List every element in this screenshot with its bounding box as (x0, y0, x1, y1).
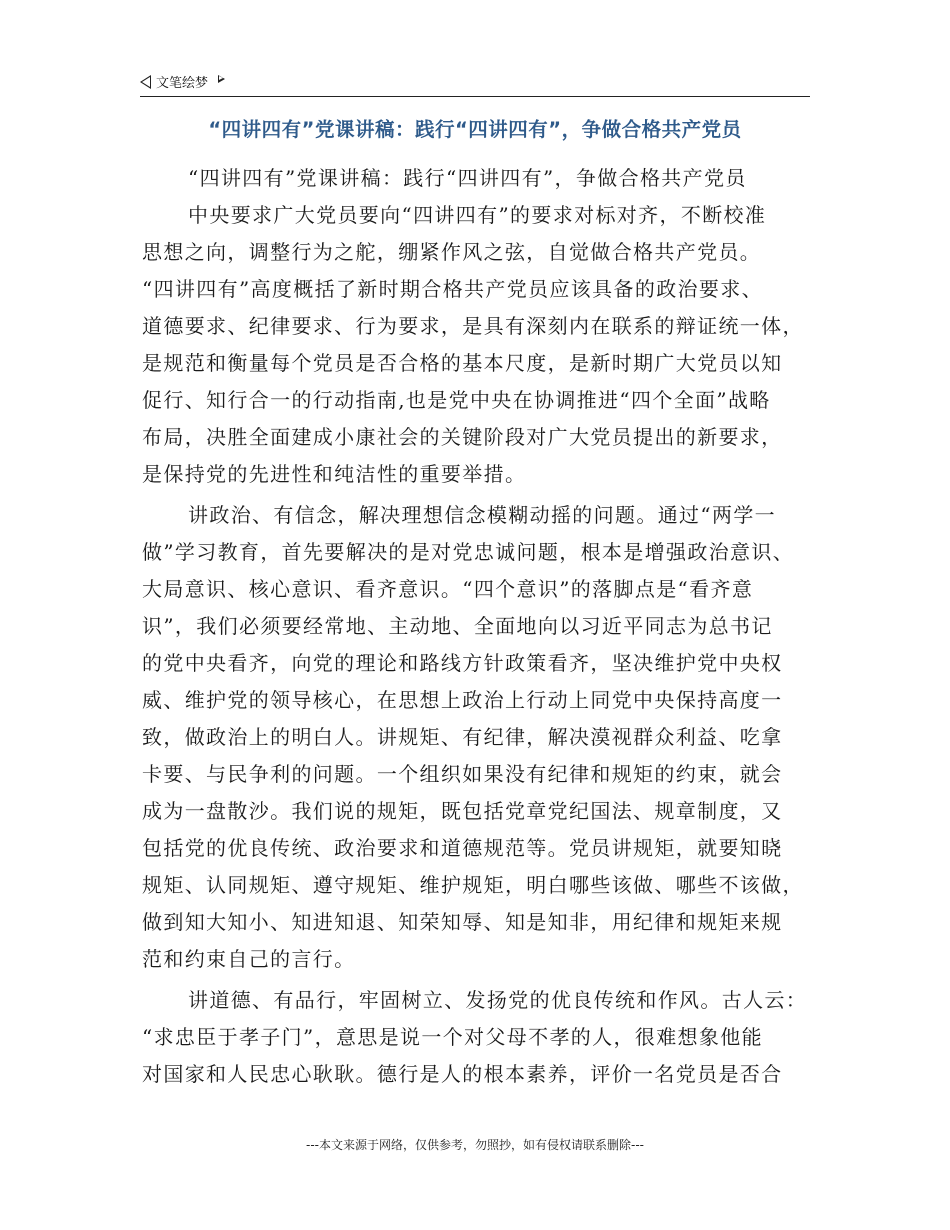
body-line: 讲政治、有信念，解决理想信念模糊动摇的问题。通过“两学一 (188, 503, 777, 527)
body-line: 思想之向，调整行为之舵，绷紧作风之弦，自觉做合格共产党员。 (142, 240, 762, 264)
body-line: 包括党的优良传统、政治要求和道德规范等。党员讲规矩，就要知晓 (142, 836, 783, 860)
triangle-left-icon (140, 75, 151, 89)
body-line: 大局意识、核心意识、看齐意识。“四个意识”的落脚点是“看齐意 (142, 577, 754, 601)
body-line: 讲道德、有品行，牢固树立、发扬党的优良传统和作风。古人云： (188, 988, 808, 1012)
document-body (142, 160, 808, 1093)
page-header (140, 70, 810, 97)
body-line: 识”，我们必须要经常地、主动地、全面地向以习近平同志为总书记 (142, 614, 773, 638)
footer-disclaimer: ---本文来源于网络，仅供参考，勿照抄，如有侵权请联系删除--- (306, 1138, 644, 1152)
body-line: 规矩、认同规矩、遵守规矩、维护规矩，明白哪些该做、哪些不该做， (142, 873, 804, 897)
body-line: 成为一盘散沙。我们说的规矩，既包括党章党纪国法、规章制度，又 (142, 799, 783, 823)
body-line: 致，做政治上的明白人。讲规矩、有纪律，解决漠视群众利益、吃拿 (142, 725, 783, 749)
body-line: 中央要求广大党员要向“四讲四有”的要求对标对齐，不断校准 (188, 203, 767, 227)
triangle-right-icon (218, 75, 225, 83)
body-line: 做”学习教育，首先要解决的是对党忠诚问题，根本是增强政治意识、 (142, 540, 795, 564)
document-title: “四讲四有”党课讲稿：践行“四讲四有”，争做合格共产党员 (208, 118, 742, 141)
brand-logo (140, 72, 225, 91)
brand-name: 文笔绘梦 (156, 76, 209, 91)
body-line: 是保持党的先进性和纯洁性的重要举措。 (142, 462, 527, 486)
body-line: “求忠臣于孝子门”，意思是说一个对父母不孝的人，很难想象他能 (142, 1025, 763, 1049)
body-line: 威、维护党的领导核心，在思想上政治上行动上同党中央保持高度一 (142, 688, 783, 712)
body-line: “四讲四有”高度概括了新时期合格共产党员应该具备的政治要求、 (142, 277, 763, 301)
body-line: 卡要、与民争利的问题。一个组织如果没有纪律和规矩的约束，就会 (142, 762, 783, 786)
body-line: 布局，决胜全面建成小康社会的关键阶段对广大党员提出的新要求， (142, 425, 783, 449)
body-line: 的党中央看齐，向党的理论和路线方针政策看齐，坚决维护党中央权 (142, 651, 783, 675)
body-line: 是规范和衡量每个党员是否合格的基本尺度，是新时期广大党员以知 (142, 351, 783, 375)
body-line: 道德要求、纪律要求、行为要求，是具有深刻内在联系的辩证统一体， (142, 314, 804, 338)
body-line: 促行、知行合一的行动指南,也是党中央在协调推进“四个全面”战略 (142, 388, 771, 412)
body-line: 范和约束自己的言行。 (142, 947, 356, 971)
body-line: 对国家和人民忠心耿耿。德行是人的根本素养，评价一名党员是否合 (142, 1062, 783, 1086)
body-line: 做到知大知小、知进知退、知荣知辱、知是知非，用纪律和规矩来规 (142, 910, 783, 934)
body-line: “四讲四有”党课讲稿：践行“四讲四有”，争做合格共产党员 (188, 166, 747, 190)
